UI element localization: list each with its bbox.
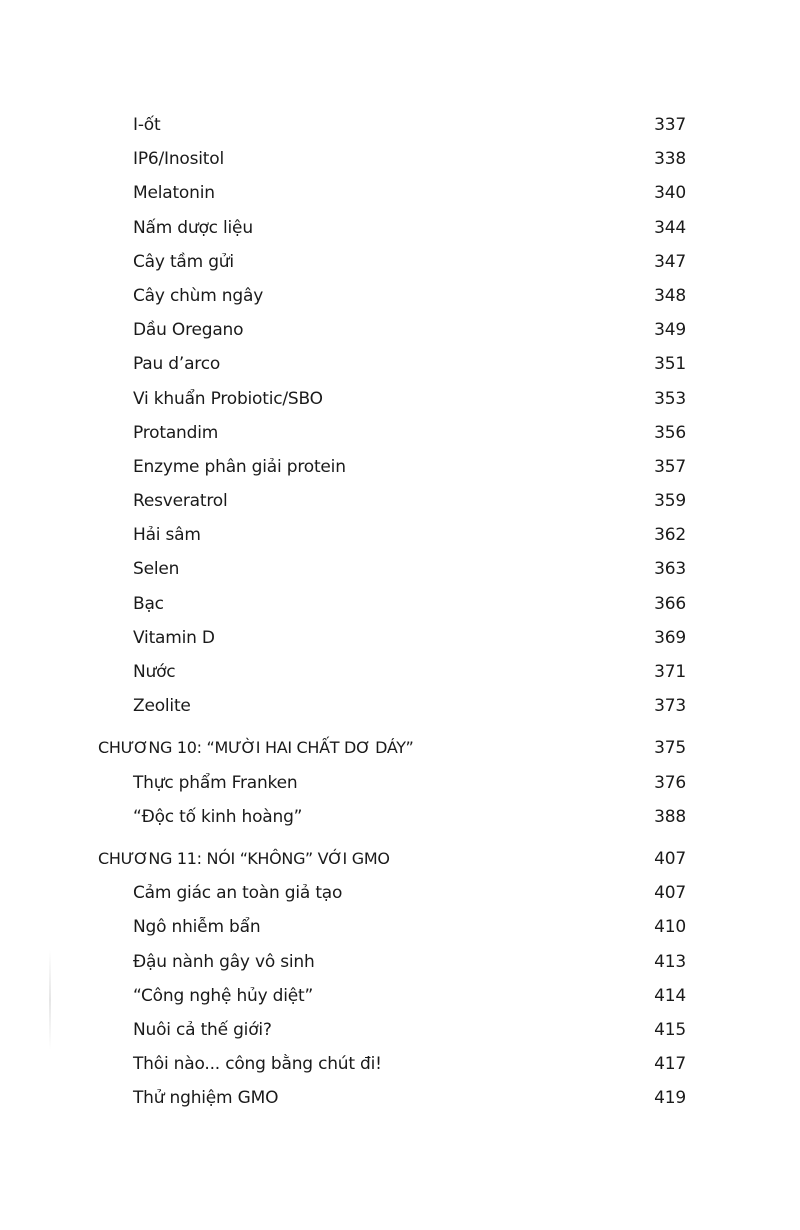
toc-entry[interactable] (0, 621, 800, 655)
toc-entry-page: 338 (654, 149, 686, 170)
toc-entry-title: Cây chùm ngây (133, 285, 264, 306)
toc-entry-title: “Công nghệ hủy diệt” (133, 985, 314, 1006)
toc-entry-title: Đậu nành gây vô sinh (133, 951, 315, 972)
toc-entry-title: Cảm giác an toàn giả tạo (133, 883, 343, 904)
toc-entry-title: Bạc (133, 593, 164, 614)
toc-entry-title: Cây tầm gửi (133, 251, 234, 272)
toc-entry[interactable] (0, 518, 800, 552)
toc-entry[interactable] (0, 766, 800, 800)
toc-entry-title: Hải sâm (133, 525, 201, 546)
toc-entry[interactable] (0, 979, 800, 1013)
toc-entry-title: Pau d’arco (133, 354, 221, 375)
toc-entry-page: 363 (654, 559, 686, 580)
chapter-title: CHƯƠNG 10: “MƯỜI HAI CHẤT DƠ DÁY” (98, 738, 414, 758)
toc-entry-page: 344 (654, 217, 686, 238)
toc-entry[interactable] (0, 945, 800, 979)
toc-entry-title: Thử nghiệm GMO (133, 1088, 279, 1109)
toc-entry-page: 371 (654, 662, 686, 682)
toc-entry-page: 366 (654, 593, 686, 614)
toc-entry-title: Zeolite (133, 696, 191, 717)
toc-entry-title: Vi khuẩn Probiotic/SBO (133, 388, 323, 409)
toc-entry[interactable] (0, 347, 800, 381)
toc-entry[interactable] (0, 416, 800, 450)
toc-entry-title: I-ốt (133, 115, 161, 135)
toc-entry-page: 337 (654, 115, 686, 135)
toc-entry-page: 388 (654, 806, 686, 827)
toc-entry[interactable] (0, 587, 800, 621)
toc-entry-title: “Độc tố kinh hoàng” (133, 806, 303, 827)
toc-entry[interactable] (0, 1047, 800, 1081)
toc-entry-title: Resveratrol (133, 491, 228, 512)
toc-entry[interactable] (0, 655, 800, 689)
toc-entry[interactable] (0, 313, 800, 347)
toc-entry-page: 376 (654, 772, 686, 793)
toc-entry-page: 340 (654, 183, 686, 204)
toc-entry-page: 347 (654, 251, 686, 272)
toc-entry[interactable] (0, 382, 800, 416)
toc-entry-title: Enzyme phân giải protein (133, 456, 346, 477)
toc-entry[interactable] (0, 142, 800, 176)
chapter-page: 407 (654, 848, 686, 869)
toc-entry-page: 362 (654, 525, 686, 546)
chapter-page: 375 (654, 738, 686, 759)
toc-entry-title: Dầu Oregano (133, 320, 244, 341)
toc-entry-page: 417 (654, 1054, 686, 1075)
toc-entry[interactable] (0, 279, 800, 313)
toc-entry-page: 414 (654, 985, 686, 1006)
toc-entry[interactable] (0, 1013, 800, 1047)
toc-entry-page: 348 (654, 285, 686, 306)
toc-entry-page: 413 (654, 951, 686, 972)
toc-entry[interactable] (0, 910, 800, 944)
toc-entry-page: 357 (654, 456, 686, 477)
toc-entry-title: Nuôi cả thế giới? (133, 1019, 272, 1040)
chapter-title: CHƯƠNG 11: NÓI “KHÔNG” VỚI GMO (98, 848, 390, 868)
toc-entry-title: IP6/Inositol (133, 149, 224, 170)
toc-entry-title: Vitamin D (133, 627, 215, 648)
toc-entry-page: 419 (654, 1088, 686, 1109)
toc-entry[interactable] (0, 876, 800, 910)
toc-entry[interactable] (0, 1081, 800, 1115)
toc-entry-title: Selen (133, 559, 180, 580)
toc-entry-title: Nước (133, 662, 176, 682)
toc-entry-title: Protandim (133, 422, 219, 443)
toc-entry-page: 410 (654, 917, 686, 938)
toc-entry[interactable] (0, 245, 800, 279)
toc-entry-title: Ngô nhiễm bẩn (133, 917, 261, 938)
toc-entry-page: 369 (654, 627, 686, 648)
toc-entry[interactable] (0, 800, 800, 834)
toc-entry-page: 359 (654, 491, 686, 512)
toc-entry-page: 407 (654, 883, 686, 904)
toc-chapter-heading[interactable] (0, 842, 800, 876)
toc-entry-page: 353 (654, 388, 686, 409)
toc-entry[interactable] (0, 484, 800, 518)
toc-entry-title: Thôi nào... công bằng chút đi! (133, 1054, 382, 1075)
toc-entry[interactable] (0, 211, 800, 245)
toc-entry-title: Nấm dược liệu (133, 217, 253, 238)
toc-entry[interactable] (0, 108, 800, 142)
toc-entry-page: 349 (654, 320, 686, 341)
toc-entry[interactable] (0, 450, 800, 484)
toc-chapter-heading[interactable] (0, 731, 800, 765)
toc-entry-title: Melatonin (133, 183, 215, 204)
toc-entry-page: 415 (654, 1019, 686, 1040)
scan-edge-shadow (49, 950, 51, 1050)
toc-entry[interactable] (0, 176, 800, 210)
toc-entry-page: 356 (654, 422, 686, 443)
table-of-contents (0, 108, 800, 1115)
toc-entry-page: 373 (654, 696, 686, 717)
toc-entry[interactable] (0, 552, 800, 586)
toc-entry-page: 351 (654, 354, 686, 375)
toc-entry[interactable] (0, 689, 800, 723)
toc-entry-title: Thực phẩm Franken (133, 772, 298, 793)
